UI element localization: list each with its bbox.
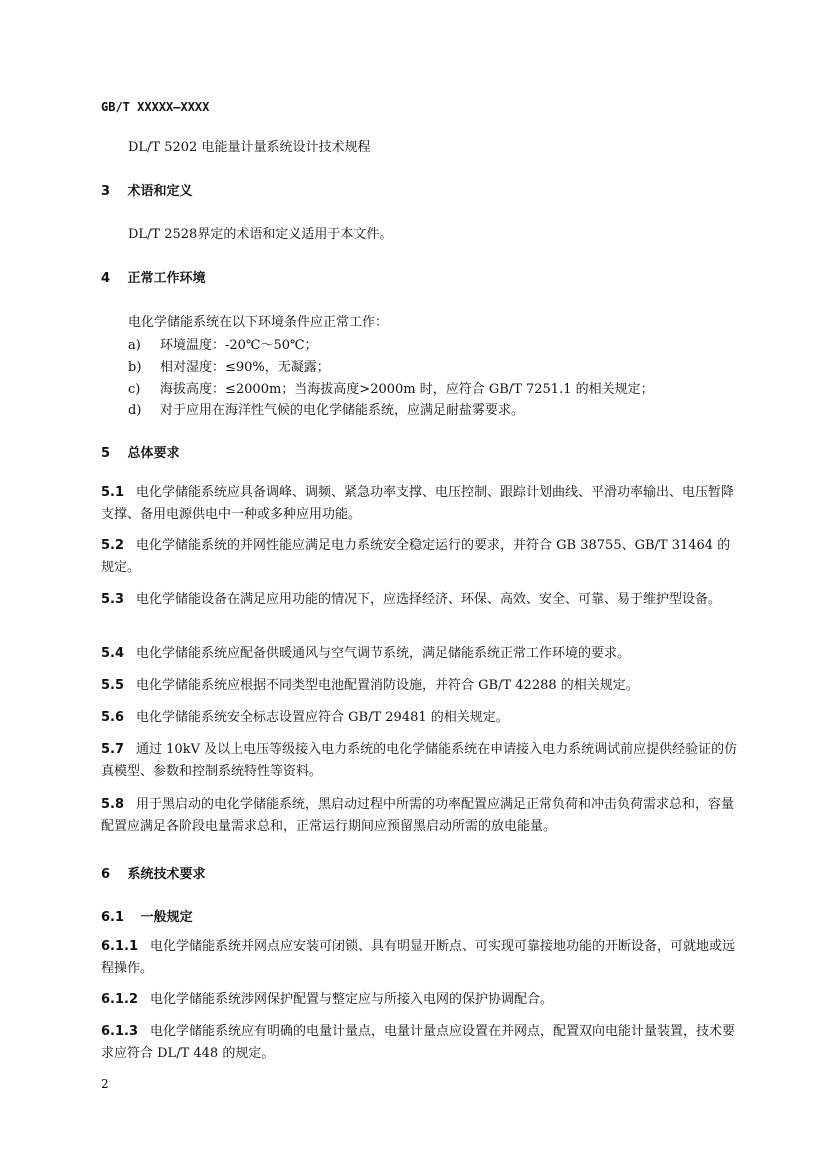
reference-line: DL/T 5202 电能量计量系统设计技术规程 xyxy=(128,140,371,155)
clause-number: 6.1.2 xyxy=(101,992,139,1007)
clause-5-1 xyxy=(101,482,741,526)
section-number: 3 xyxy=(101,184,111,199)
section-number: 5 xyxy=(101,446,111,461)
section-6-heading xyxy=(101,863,206,882)
subsection-number: 6.1 xyxy=(101,910,125,925)
clause-text: 电化学储能系统应有明确的电量计量点，电量计量点应设置在并网点，配置双向电能计量装置，技术要求应符合 DL/T 448 的规定。 xyxy=(101,1024,736,1061)
section-title: 总体要求 xyxy=(127,446,180,461)
clause-number: 5.8 xyxy=(101,797,125,812)
clause-5-8 xyxy=(101,794,741,838)
section-4-heading xyxy=(101,267,206,286)
list-item xyxy=(128,399,524,418)
clause-6-1-3 xyxy=(101,1021,741,1065)
section-number: 4 xyxy=(101,271,111,286)
clause-5-3 xyxy=(101,589,741,611)
list-item xyxy=(128,378,654,397)
clause-number: 5.3 xyxy=(101,592,125,607)
clause-text: 电化学储能系统涉网保护配置与整定应与所接入电网的保护协调配合。 xyxy=(150,992,554,1007)
clause-text: 用于黑启动的电化学储能系统，黑启动过程中所需的功率配置应满足正常负荷和冲击负荷需求总和，容量配置应满足各阶段电量需求总和，正常运行期间应预留黑启动所需的放电能量。 xyxy=(101,797,735,834)
clause-6-1-1 xyxy=(101,936,741,980)
list-label: d) xyxy=(128,403,142,418)
section-3-text: DL/T 2528界定的术语和定义适用于本文件。 xyxy=(128,227,393,242)
section-title: 术语和定义 xyxy=(127,184,193,199)
clause-text: 电化学储能系统应配备供暖通风与空气调节系统，满足储能系统正常工作环境的要求。 xyxy=(136,646,631,661)
clause-5-2 xyxy=(101,535,741,579)
list-text: 海拔高度：≤2000m；当海拔高度>2000m 时，应符合 GB/T 7251.1 的相关规定； xyxy=(160,382,654,397)
clause-number: 5.5 xyxy=(101,678,125,693)
list-label: a) xyxy=(128,338,141,353)
section-3-heading xyxy=(101,180,193,199)
clause-text: 电化学储能设备在满足应用功能的情况下，应选择经济、环保、高效、安全、可靠、易于维护型设备。 xyxy=(136,592,722,607)
list-text: 环境温度：-20℃～50℃； xyxy=(160,338,318,353)
list-label: c) xyxy=(128,382,141,397)
clause-number: 5.1 xyxy=(101,485,125,500)
list-label: b) xyxy=(128,360,142,375)
section-number: 6 xyxy=(101,867,111,882)
clause-5-4 xyxy=(101,643,741,665)
clause-5-6 xyxy=(101,707,741,729)
clause-text: 电化学储能系统应根据不同类型电池配置消防设施，并符合 GB/T 42288 的相关规定。 xyxy=(136,678,639,693)
subsection-6-1-heading xyxy=(101,906,193,925)
section-5-heading xyxy=(101,442,180,461)
clause-text: 电化学储能系统并网点应安装可闭锁、具有明显开断点、可实现可靠接地功能的开断设备，可就地或远程操作。 xyxy=(101,939,736,976)
clause-number: 5.4 xyxy=(101,646,125,661)
clause-number: 6.1.1 xyxy=(101,939,139,954)
section-4-intro: 电化学储能系统在以下环境条件应正常工作： xyxy=(128,315,389,330)
section-title: 系统技术要求 xyxy=(127,867,206,882)
clause-5-7 xyxy=(101,739,741,783)
list-text: 对于应用在海洋性气候的电化学储能系统，应满足耐盐雾要求。 xyxy=(160,403,525,418)
clause-text: 电化学储能系统安全标志设置应符合 GB/T 29481 的相关规定。 xyxy=(136,710,509,725)
clause-number: 5.7 xyxy=(101,742,125,757)
section-title: 正常工作环境 xyxy=(127,271,206,286)
clause-text: 通过 10kV 及以上电压等级接入电力系统的电化学储能系统在申请接入电力系统调试前应提供经验证的仿真模型、参数和控制系统特性等资料。 xyxy=(101,742,738,779)
clause-text: 电化学储能系统应具备调峰、调频、紧急功率支撑、电压控制、跟踪计划曲线、平滑功率输出、电压暂降支撑、备用电源供电中一种或多种应用功能。 xyxy=(101,485,735,522)
subsection-title: 一般规定 xyxy=(140,910,193,925)
clause-6-1-2 xyxy=(101,989,741,1011)
page-number: 2 xyxy=(101,1077,109,1091)
document-header: GB/T XXXXX—XXXX xyxy=(101,100,210,114)
list-item xyxy=(128,356,330,375)
clause-number: 6.1.3 xyxy=(101,1024,139,1039)
clause-number: 5.6 xyxy=(101,710,125,725)
list-text: 相对湿度：≤90%，无凝露； xyxy=(160,360,330,375)
clause-text: 电化学储能系统的并网性能应满足电力系统安全稳定运行的要求，并符合 GB 38755、GB/T 31464 的规定。 xyxy=(101,538,731,575)
list-item xyxy=(128,334,318,353)
clause-5-5 xyxy=(101,675,741,697)
clause-number: 5.2 xyxy=(101,538,125,553)
